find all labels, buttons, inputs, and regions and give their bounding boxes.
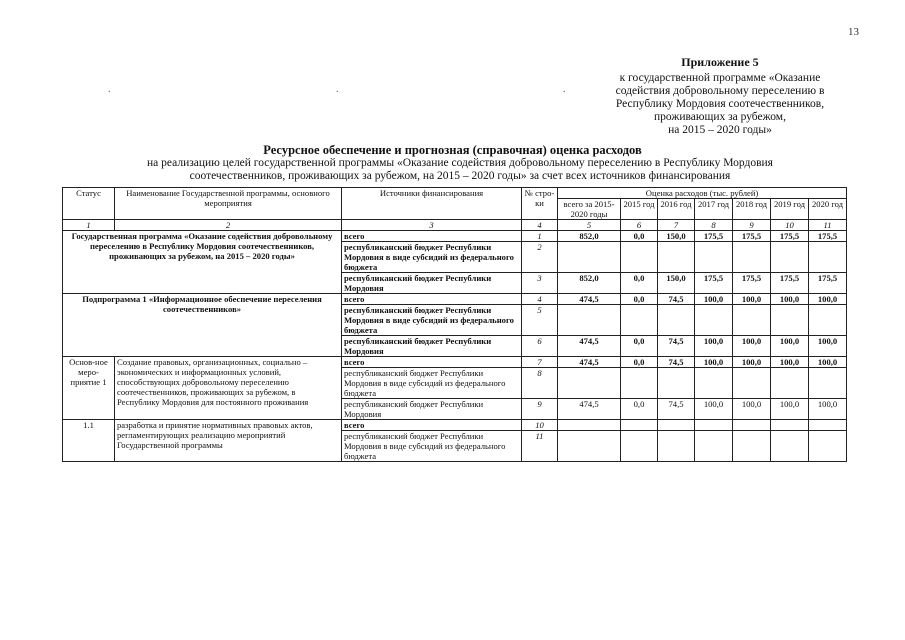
year-value-cell: 0,0 (621, 273, 658, 294)
total-cell (558, 368, 621, 399)
year-value-cell (658, 242, 695, 273)
year-value-cell (733, 420, 771, 431)
scan-speck: . (108, 84, 111, 95)
table-row (63, 357, 847, 368)
year-value-cell: 175,5 (771, 231, 809, 242)
header-year: 2018 год (733, 199, 771, 220)
source-cell: республиканский бюджет Республики Мордовия в виде субсидий из федерального бюджета (342, 368, 522, 399)
year-value-cell (695, 420, 733, 431)
subtitle-line: на реализацию целей государственной программы «Оказание содействия добровольному переселению в Республику Мордовия (147, 157, 773, 169)
source-cell: всего (342, 294, 522, 305)
year-value-cell: 74,5 (658, 399, 695, 420)
year-value-cell (695, 242, 733, 273)
column-number: 6 (621, 220, 658, 231)
column-number: 2 (115, 220, 342, 231)
appendix-line: проживающих за рубежом, (654, 111, 786, 123)
program-name-cell: Создание правовых, организационных, социально – экономических и информационных условий, способствующих добровольному переселению соотечественников, проживающих за рубежом, в Республику Мордовия для постоянного проживания (115, 357, 342, 420)
year-value-cell (695, 305, 733, 336)
column-number: 9 (733, 220, 771, 231)
year-value-cell (658, 368, 695, 399)
source-cell: всего (342, 231, 522, 242)
row-number-cell: 1 (522, 231, 558, 242)
total-cell (558, 420, 621, 431)
column-number: 1 (63, 220, 115, 231)
year-value-cell: 175,5 (771, 273, 809, 294)
year-value-cell: 74,5 (658, 294, 695, 305)
row-number-cell: 3 (522, 273, 558, 294)
year-value-cell (771, 242, 809, 273)
status-cell: 1.1 (63, 420, 115, 462)
program-name-cell: Подпрограмма 1 «Информационное обеспечение переселения соотечественников» (63, 294, 342, 357)
year-value-cell: 100,0 (733, 399, 771, 420)
header-year: 2020 год (809, 199, 847, 220)
year-value-cell (621, 242, 658, 273)
year-value-cell: 74,5 (658, 336, 695, 357)
year-value-cell: 100,0 (809, 399, 847, 420)
year-value-cell: 100,0 (733, 336, 771, 357)
total-cell: 474,5 (558, 357, 621, 368)
year-value-cell (621, 305, 658, 336)
year-value-cell (733, 242, 771, 273)
year-value-cell (771, 431, 809, 462)
table-row (63, 420, 847, 431)
year-value-cell: 100,0 (771, 294, 809, 305)
total-cell: 852,0 (558, 231, 621, 242)
year-value-cell: 100,0 (771, 336, 809, 357)
column-number: 4 (522, 220, 558, 231)
column-number: 5 (558, 220, 621, 231)
year-value-cell (695, 368, 733, 399)
year-value-cell: 0,0 (621, 336, 658, 357)
source-cell: республиканский бюджет Республики Мордовия в виде субсидий из федерального бюджета (342, 242, 522, 273)
year-value-cell: 100,0 (809, 294, 847, 305)
year-value-cell: 175,5 (809, 231, 847, 242)
year-value-cell: 100,0 (695, 294, 733, 305)
source-cell: всего (342, 357, 522, 368)
source-cell: республиканский бюджет Республики Мордовия (342, 399, 522, 420)
row-number-cell: 10 (522, 420, 558, 431)
appendix-line: Республику Мордовия соотечественников, (615, 98, 825, 110)
row-number-cell: 11 (522, 431, 558, 462)
program-name-cell: разработка и принятие нормативных правовых актов, регламентирующих реализацию мероприятий Государственной программы (115, 420, 342, 462)
scan-speck: . (336, 84, 339, 95)
year-value-cell (658, 305, 695, 336)
page-number: 13 (848, 26, 859, 38)
year-value-cell: 100,0 (695, 357, 733, 368)
header-year: 2016 год (658, 199, 695, 220)
row-number-cell: 4 (522, 294, 558, 305)
table-body (63, 188, 847, 462)
year-value-cell: 175,5 (733, 273, 771, 294)
year-value-cell (695, 431, 733, 462)
column-number: 8 (695, 220, 733, 231)
appendix-line: на 2015 – 2020 годы» (668, 124, 772, 136)
document-title: Ресурсное обеспечение и прогнозная (справочная) оценка расходов (263, 143, 642, 157)
row-number-cell: 2 (522, 242, 558, 273)
row-number-cell: 5 (522, 305, 558, 336)
year-value-cell: 100,0 (733, 294, 771, 305)
row-number-cell: 6 (522, 336, 558, 357)
source-cell: республиканский бюджет Республики Мордовия (342, 273, 522, 294)
header-source: Источники финансирования (342, 188, 522, 220)
header-estimate: Оценка расходов (тыс. рублей) (558, 188, 847, 199)
appendix-line: содействия добровольному переселению в (615, 85, 825, 97)
total-cell: 474,5 (558, 294, 621, 305)
appendix-line: к государственной программе «Оказание (619, 72, 821, 84)
source-cell: республиканский бюджет Республики Мордовия в виде субсидий из федерального бюджета (342, 431, 522, 462)
header-name: Наименование Государственной программы, основного мероприятия (115, 188, 342, 220)
header-year: 2019 год (771, 199, 809, 220)
table-row (63, 294, 847, 305)
header-row-number: № стро-ки (522, 188, 558, 220)
year-value-cell (733, 305, 771, 336)
year-value-cell: 100,0 (733, 357, 771, 368)
year-value-cell (733, 368, 771, 399)
appendix-heading: Приложение 5 (681, 55, 759, 69)
year-value-cell: 175,5 (809, 273, 847, 294)
total-cell: 474,5 (558, 336, 621, 357)
program-name-cell: Государственная программа «Оказание содействия добровольному переселению в Республику Мордовия соотечественников, проживающих за рубежом, на 2015 – 2020 годы» (63, 231, 342, 294)
scan-speck: . (563, 84, 566, 95)
year-value-cell: 100,0 (695, 336, 733, 357)
year-value-cell: 175,5 (695, 231, 733, 242)
year-value-cell (771, 368, 809, 399)
year-value-cell (809, 420, 847, 431)
year-value-cell: 100,0 (695, 399, 733, 420)
source-cell: республиканский бюджет Республики Мордовия в виде субсидий из федерального бюджета (342, 305, 522, 336)
year-value-cell: 175,5 (695, 273, 733, 294)
column-number: 7 (658, 220, 695, 231)
row-number-cell: 9 (522, 399, 558, 420)
year-value-cell (658, 431, 695, 462)
year-value-cell: 100,0 (771, 399, 809, 420)
year-value-cell (809, 305, 847, 336)
year-value-cell: 175,5 (733, 231, 771, 242)
header-row (63, 188, 847, 199)
source-cell: всего (342, 420, 522, 431)
appendix-note (560, 56, 880, 137)
year-value-cell (621, 431, 658, 462)
header-status: Статус (63, 188, 115, 220)
row-number-cell: 7 (522, 357, 558, 368)
subtitle-line: соотечественников, проживающих за рубежом, на 2015 – 2020 годы» за счет всех источников финансирования (189, 169, 731, 182)
year-value-cell (809, 242, 847, 273)
year-value-cell: 74,5 (658, 357, 695, 368)
table-row (63, 231, 847, 242)
year-value-cell (809, 368, 847, 399)
source-cell: республиканский бюджет Республики Мордовия (342, 336, 522, 357)
column-number: 3 (342, 220, 522, 231)
total-cell (558, 431, 621, 462)
column-number-row (63, 220, 847, 231)
budget-table (62, 187, 847, 462)
year-value-cell: 0,0 (621, 399, 658, 420)
total-cell (558, 242, 621, 273)
total-cell: 474,5 (558, 399, 621, 420)
year-value-cell (771, 305, 809, 336)
column-number: 10 (771, 220, 809, 231)
year-value-cell: 0,0 (621, 294, 658, 305)
year-value-cell: 0,0 (621, 231, 658, 242)
header-year: 2015 год (621, 199, 658, 220)
year-value-cell: 100,0 (809, 336, 847, 357)
total-cell: 852,0 (558, 273, 621, 294)
year-value-cell: 150,0 (658, 231, 695, 242)
year-value-cell (771, 420, 809, 431)
header-year: 2017 год (695, 199, 733, 220)
year-value-cell (733, 431, 771, 462)
year-value-cell: 0,0 (621, 357, 658, 368)
year-value-cell: 100,0 (771, 357, 809, 368)
row-number-cell: 8 (522, 368, 558, 399)
total-cell (558, 305, 621, 336)
status-cell: Основ-ное меро-приятие 1 (63, 357, 115, 420)
year-value-cell: 150,0 (658, 273, 695, 294)
document-subtitle (80, 157, 840, 182)
year-value-cell (621, 368, 658, 399)
year-value-cell (658, 420, 695, 431)
year-value-cell: 100,0 (809, 357, 847, 368)
column-number: 11 (809, 220, 847, 231)
year-value-cell (809, 431, 847, 462)
year-value-cell (621, 420, 658, 431)
header-total: всего за 2015-2020 годы (558, 199, 621, 220)
